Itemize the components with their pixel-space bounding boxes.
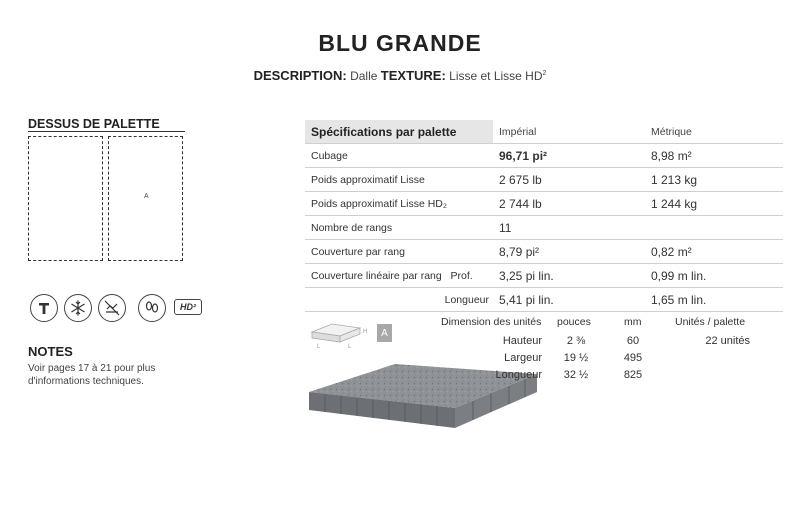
spec-row-metric: 1,65 m lin. bbox=[645, 288, 783, 312]
slab-illustration bbox=[305, 352, 545, 444]
page-title: BLU GRANDE bbox=[318, 30, 482, 56]
spec-row-imperial: 2 744 lb bbox=[493, 192, 645, 216]
description-line bbox=[0, 68, 800, 83]
dim-row-inches: 32 ½ bbox=[563, 369, 589, 381]
pallet-top-title: DESSUS DE PALETTE bbox=[28, 117, 160, 131]
dim-row-label: Hauteur bbox=[502, 335, 542, 347]
dim-row-mm: 60 bbox=[626, 335, 640, 347]
snowflake-icon bbox=[64, 294, 92, 322]
notes-text: Voir pages 17 à 21 pour plus d'informations techniques. bbox=[28, 363, 156, 387]
diagram-label-l2: L bbox=[348, 344, 352, 350]
pallet-slab-right bbox=[108, 136, 183, 261]
table-row bbox=[305, 264, 783, 288]
spec-row-metric: 1 244 kg bbox=[645, 192, 783, 216]
diagram-label-h: H bbox=[363, 329, 368, 335]
dim-row-inches: 2 ⅜ bbox=[566, 335, 586, 347]
description-label: DESCRIPTION: bbox=[253, 68, 347, 83]
texture-superscript: 2 bbox=[542, 70, 547, 77]
spec-row-metric: 1 213 kg bbox=[645, 168, 783, 192]
dim-row-mm: 825 bbox=[623, 369, 643, 381]
spec-row-label: Poids approximatif Lisse HD₂ bbox=[305, 192, 493, 216]
spec-row-imperial: 96,71 pi² bbox=[493, 144, 645, 168]
dim-header-mm: mm bbox=[624, 316, 642, 328]
footprints-icon bbox=[138, 294, 166, 322]
hd2-icon: HD² bbox=[174, 299, 202, 315]
unit-dimension-diagram bbox=[308, 318, 368, 352]
t-icon bbox=[30, 294, 58, 322]
spec-row-imperial: 5,41 pi lin. bbox=[493, 288, 645, 312]
spec-row-label: Nombre de rangs bbox=[305, 216, 493, 240]
spec-header-imperial: Impérial bbox=[493, 120, 645, 144]
description-value: Dalle bbox=[350, 69, 378, 83]
units-per-pallet: 22 unités bbox=[705, 335, 750, 347]
spec-row-label: Poids approximatif Lisse bbox=[305, 168, 493, 192]
texture-value: Lisse et Lisse HD bbox=[449, 69, 543, 83]
spec-header-label: Spécifications par palette bbox=[305, 120, 493, 144]
spec-row-imperial: 11 bbox=[493, 216, 645, 240]
spec-table bbox=[305, 120, 783, 312]
pallet-slab-left bbox=[28, 136, 103, 261]
spec-row-imperial: 2 675 lb bbox=[493, 168, 645, 192]
spec-row-label: Cubage bbox=[305, 144, 493, 168]
spec-row-imperial: 3,25 pi lin. bbox=[493, 264, 645, 288]
table-row bbox=[305, 240, 783, 264]
dim-row-label: Largeur bbox=[504, 352, 542, 364]
dim-header-units: Unités / palette bbox=[675, 316, 746, 328]
no-salt-icon bbox=[98, 294, 126, 322]
dim-header-inches: pouces bbox=[557, 316, 591, 328]
spec-row-metric bbox=[645, 216, 783, 240]
table-row bbox=[305, 144, 783, 168]
spec-header-row bbox=[305, 120, 783, 144]
spec-row-metric: 0,82 m² bbox=[645, 240, 783, 264]
dim-row-inches: 19 ½ bbox=[563, 352, 589, 364]
texture-label: TEXTURE: bbox=[380, 68, 446, 83]
diagram-label-l1: L bbox=[317, 344, 321, 350]
spec-row-metric: 0,99 m lin. bbox=[645, 264, 783, 288]
spec-row-label: Couverture linéaire par rang Prof. bbox=[305, 264, 493, 288]
pallet-title-underline bbox=[28, 131, 185, 132]
notes-title: NOTES bbox=[28, 344, 73, 359]
dim-row-label: Longueur bbox=[495, 369, 542, 381]
spec-row-label: Longueur bbox=[305, 288, 493, 312]
spec-row-label: Couverture par rang bbox=[305, 240, 493, 264]
dim-header-label: Dimension des unités bbox=[441, 316, 542, 328]
spec-row-metric: 8,98 m² bbox=[645, 144, 783, 168]
table-row bbox=[305, 168, 783, 192]
unit-badge: A bbox=[377, 324, 392, 342]
table-row bbox=[305, 288, 783, 312]
pallet-slab-marker: A bbox=[144, 193, 149, 200]
table-row bbox=[305, 192, 783, 216]
spec-row-imperial: 8,79 pi² bbox=[493, 240, 645, 264]
table-row bbox=[305, 216, 783, 240]
spec-header-metric: Métrique bbox=[645, 120, 783, 144]
dim-row-mm: 495 bbox=[623, 352, 643, 364]
